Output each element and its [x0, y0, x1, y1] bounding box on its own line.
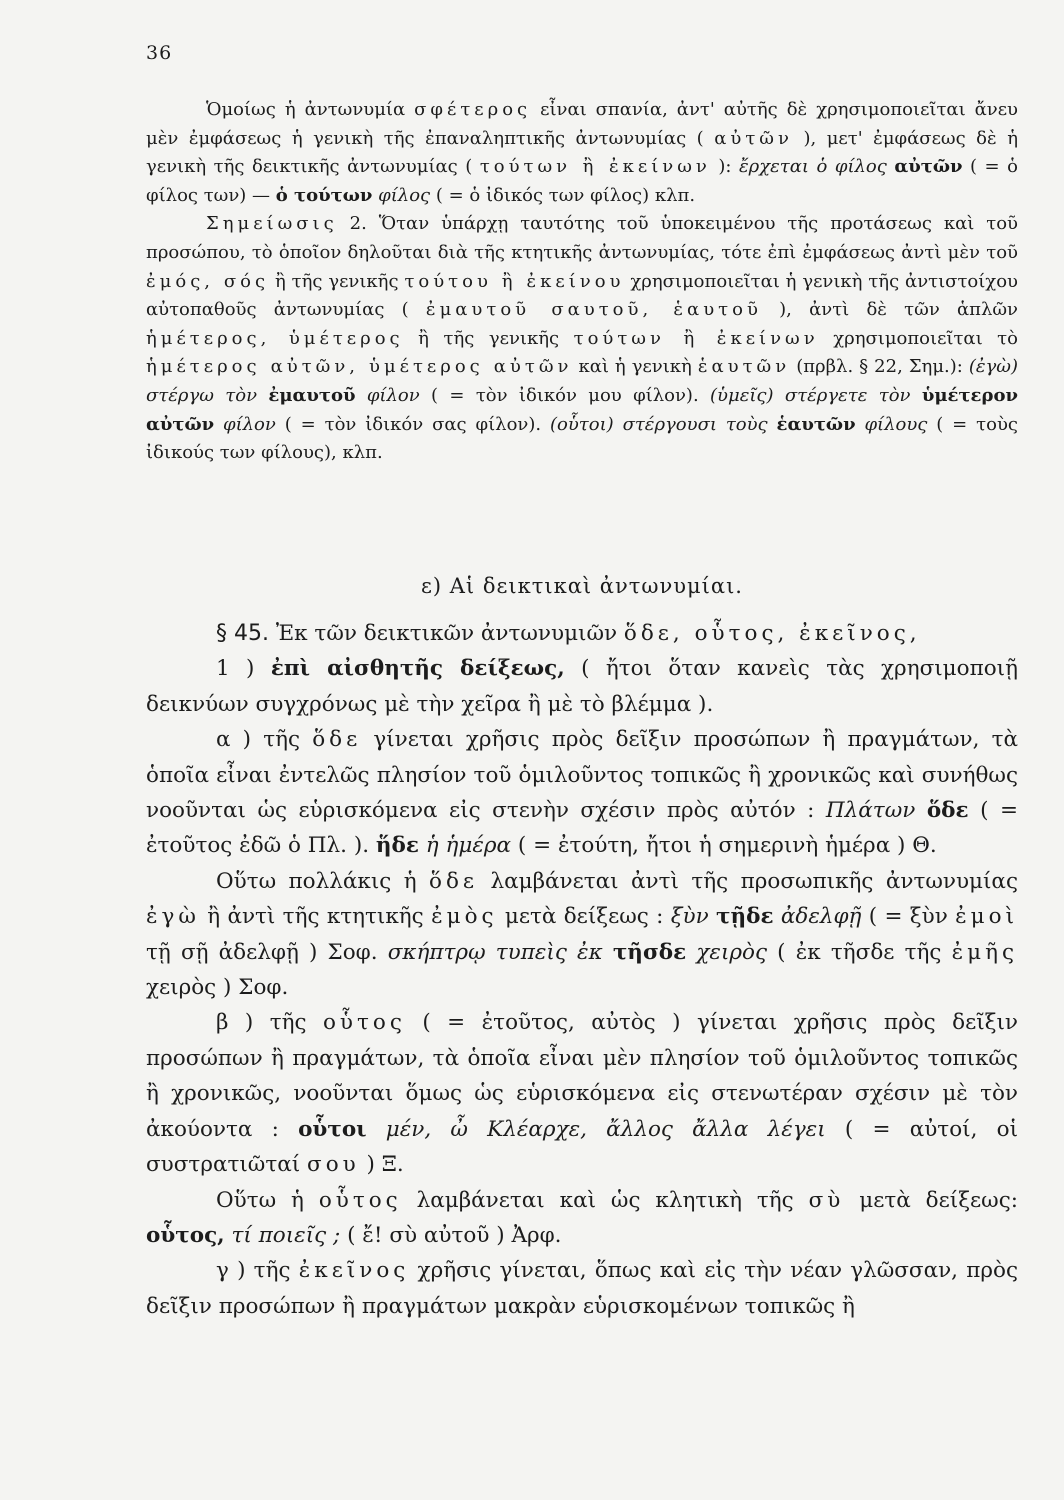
paragraph: Οὕτω ἡ οὗτος λαμβάνεται καὶ ὡς κλητικὴ τῆς σὺ μετὰ δείξεως: οὗτος, τί ποιεῖς ; ( ἔ! σὺ αὐτοῦ ) Ἀρφ. — [146, 1187, 1018, 1248]
paragraph: § 45. Ἐκ τῶν δεικτικῶν ἀντωνυμιῶν ὅδε, οὗτος, ἐκεῖνος, — [216, 621, 921, 646]
paragraph: Σημείωσις 2. Ὅταν ὑπάρχῃ ταυτότης τοῦ ὑποκειμένου τῆς προτάσεως καὶ τοῦ προσώπου, τὸ ὁποῖον δηλοῦται διὰ τῆς κτητικῆς ἀντωνυμίας, τότε ἐπὶ ἐμφάσεως ἀντὶ μὲν τοῦ ἐμός, σός ἢ τῆς γενικῆς τούτου ἢ ἐκείνου χρησιμοποιεῖται ἡ γενικὴ τῆς ἀντιστοίχου αὐτοπαθοῦς ἀντωνυμίας ( ἐμαυτοῦ σαυτοῦ, ἑαυτοῦ ), ἀντὶ δὲ τῶν ἁπλῶν ἡμέτερος, ὑμέτερος ἢ τῆς γενικῆς τούτων ἢ ἐκείνων χρησιμοποιεῖται τὸ ἡμέτερος αὐτῶν, ὑμέτερος αὐτῶν καὶ ἡ γενικὴ ἑαυτῶν (πρβλ. § 22, Σημ.): (ἐγὼ) στέργω τὸν ἐμαυτοῦ φίλον ( = τὸν ἰδικόν μου φίλον). (ὑμεῖς) στέργετε τὸν ὑμέτερον αὐτῶν φίλον ( = τὸν ἰδικόν σας φίλον). (οὗτοι) στέργουσι τοὺς ἑαυτῶν φίλους ( = τοὺς ἰδικούς των φίλους), κλπ. — [146, 213, 1018, 464]
small-text-block — [146, 96, 1018, 468]
page-number: 36 — [146, 42, 173, 64]
paragraph: Οὕτω πολλάκις ἡ ὅδε λαμβάνεται ἀντὶ τῆς προσωπικῆς ἀντωνυμίας ἐγὼ ἢ ἀντὶ τῆς κτητικῆς ἐμὸς μετὰ δείξεως : ξὺν τῇδε ἀδελφῇ ( = ξὺν ἐμοὶ τῇ σῇ ἀδελφῇ ) Σοφ. σκήπτρῳ τυπεὶς ἐκ τῆσδε χειρὸς ( ἐκ τῆσδε τῆς ἐμῆς χειρὸς ) Σοφ. — [146, 868, 1018, 1001]
main-text-block — [146, 616, 1018, 1324]
paragraph: β ) τῆς οὗτος ( = ἐτοῦτος, αὐτὸς ) γίνεται χρῆσις πρὸς δεῖξιν προσώπων ἢ πραγμάτων, τὰ ὁποῖα εἶναι μὲν πλησίον τοῦ ὁμιλοῦντος τοπικῶς ἢ χρονικῶς, νοοῦνται ὅμως ὡς εὑρισκόμενα εἰς στενωτέραν σχέσιν μὲ τὸν ἀκούοντα : οὗτοι μέν, ὦ Κλέαρχε, ἄλλος ἄλλα λέγει ( = αὐτοί, οἱ συστρατιῶταί σου ) Ξ. — [146, 1010, 1019, 1178]
paragraph: γ ) τῆς ἐκεῖνος χρῆσις γίνεται, ὅπως καὶ εἰς τὴν νέαν γλῶσσαν, πρὸς δεῖξιν προσώπων ἢ πραγμάτων μακρὰν εὑρισκομένων τοπικῶς ἢ — [146, 1258, 1018, 1319]
paragraph: 1 ) ἐπὶ αἰσθητῆς δείξεως, ( ἤτοι ὅταν κανεὶς τὰς χρησιμοποιῇ δεικνύων συγχρόνως μὲ τὴν χεῖρα ἢ μὲ τὸ βλέμμα ). — [146, 656, 1018, 717]
paragraph: Ὁμοίως ἡ ἀντωνυμία σφέτερος εἶναι σπανία, ἀντ' αὐτῆς δὲ χρησιμοποιεῖται ἄνευ μὲν ἐμφάσεως ἡ γενικὴ τῆς ἐπαναληπτικῆς ἀντωνυμίας ( αὐτῶν ), μετ' ἐμφάσεως δὲ ἡ γενικὴ τῆς δεικτικῆς ἀντωνυμίας ( τούτων ἢ ἐκείνων ): ἔρχεται ὁ φίλος αὐτῶν ( = ὁ φίλος των) — ὁ τούτων φίλος ( = ὁ ἰδικός των φίλος) κλπ. — [146, 99, 1018, 206]
section-heading: ε) Αἱ δεικτικαὶ ἀντωνυμίαι. — [421, 574, 743, 598]
paragraph: α ) τῆς ὅδε γίνεται χρῆσις πρὸς δεῖξιν προσώπων ἢ πραγμάτων, τὰ ὁποῖα εἶναι ἐντελῶς πλησίον τοῦ ὁμιλοῦντος τοπικῶς ἢ χρονικῶς καὶ συνήθως νοοῦνται ὡς εὑρισκόμενα εἰς στενὴν σχέσιν πρὸς αὐτόν : Πλάτων ὅδε ( = ἐτοῦτος ἐδῶ ὁ Πλ. ). ἥδε ἡ ἡμέρα ( = ἐτούτη, ἤτοι ἡ σημερινὴ ἡμέρα ) Θ. — [146, 727, 1018, 859]
